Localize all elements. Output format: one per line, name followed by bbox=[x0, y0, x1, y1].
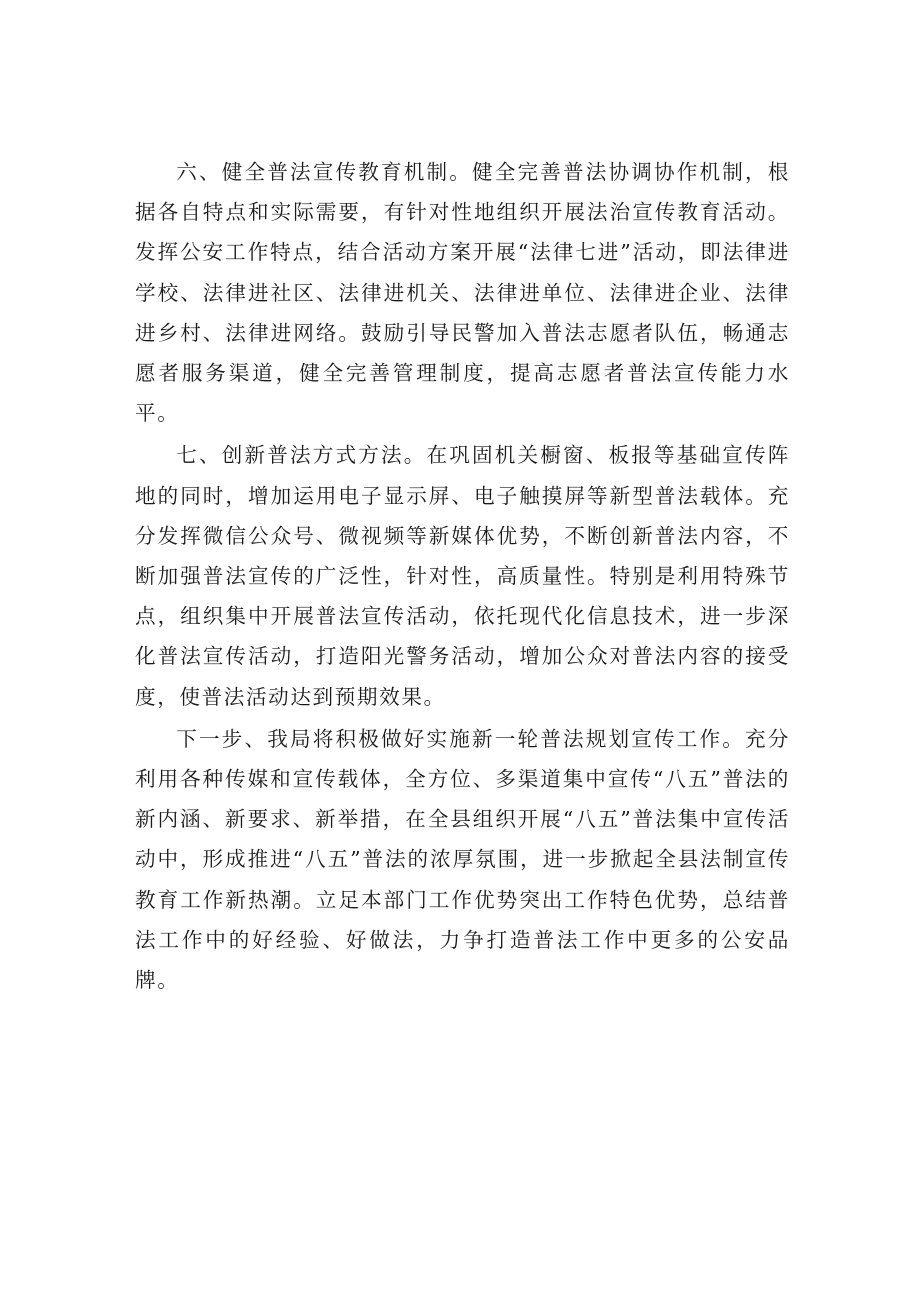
document-body bbox=[135, 152, 790, 1002]
paragraph-next-steps: 下一步、我局将积极做好实施新一轮普法规划宣传工作。充分利用各种传媒和宣传载体，全方位、多渠道集中宣传“八五”普法的新内涵、新要求、新举措，在全县组织开展“八五”普法集中宣传活动中，形成推进“八五”普法的浓厚氛围，进一步掀起全县法制宣传教育工作新热潮。立足本部门工作优势突出工作特色优势，总结普法工作中的好经验、好做法，力争打造普法工作中更多的公安品牌。 bbox=[135, 726, 790, 993]
paragraph-seven-innovate-methods: 七、创新普法方式方法。在巩固机关橱窗、板报等基础宣传阵地的同时，增加运用电子显示屏、电子触摸屏等新型普法载体。充分发挥微信公众号、微视频等新媒体优势，不断创新普法内容，不断加强普法宣传的广泛性，针对性，高质量性。特别是利用特殊节点，组织集中开展普法宣传活动，依托现代化信息技术，进一步深化普法宣传活动，打造阳光警务活动，增加公众对普法内容的接受度，使普法活动达到预期效果。 bbox=[135, 443, 790, 709]
paragraph-six-legal-education-mechanism: 六、健全普法宣传教育机制。健全完善普法协调协作机制，根据各自特点和实际需要，有针对性地组织开展法治宣传教育活动。发挥公安工作特点，结合活动方案开展“法律七进”活动，即法律进学校、法律进社区、法律进机关、法律进单位、法律进企业、法律进乡村、法律进网络。鼓励引导民警加入普法志愿者队伍，畅通志愿者服务渠道，健全完善管理制度，提高志愿者普法宣传能力水平。 bbox=[135, 160, 790, 426]
